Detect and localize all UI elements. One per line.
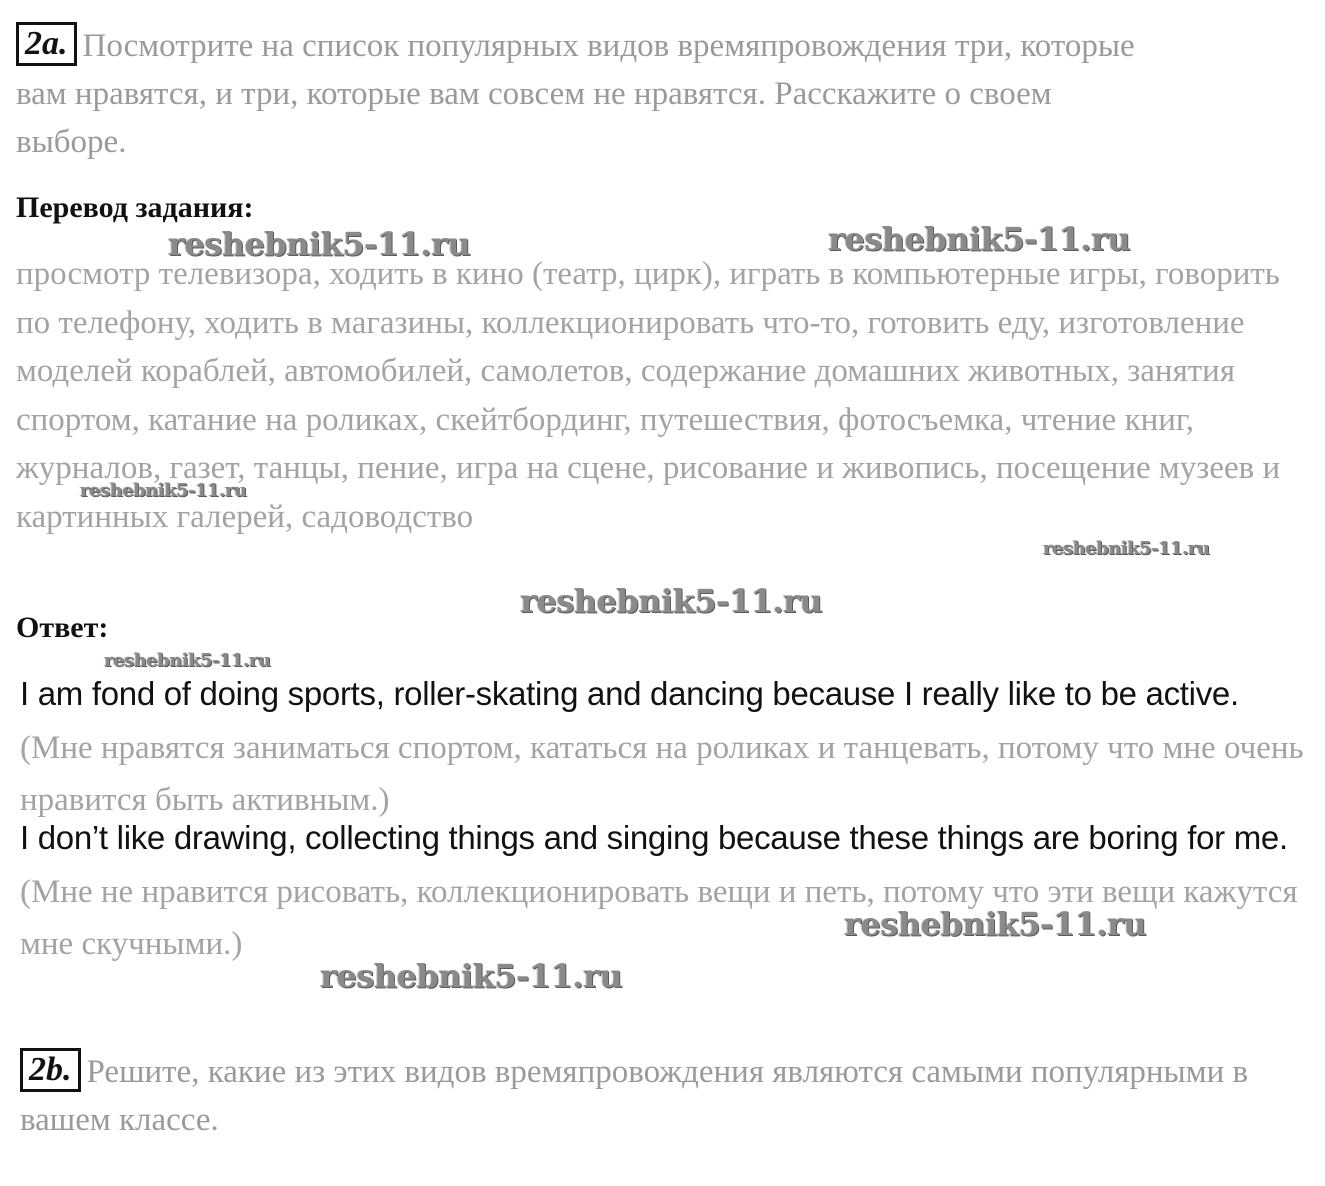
task-2b xyxy=(20,1048,1250,1144)
watermark: reshebnik5-11.ru xyxy=(104,650,271,671)
answer-2-english: I don’t like drawing, collecting things and singing because these things are boring for me. xyxy=(20,819,1288,856)
answer-1-english: I am fond of doing sports, roller-skating and dancing because I really like to be active. xyxy=(20,675,1239,712)
answer-1-russian: (Мне нравятся заниматься спортом, кататься на роликах и танцевать, потому что мне очень нравится быть активным.) xyxy=(20,729,1304,818)
task-2a xyxy=(16,22,1136,166)
answer-title: Ответ: xyxy=(16,611,109,644)
watermark: reshebnik5-11.ru xyxy=(828,220,1131,258)
answer-paragraph-2 xyxy=(20,814,1305,974)
task-2a-text: Посмотрите на список популярных видов времяпровождения три, которые вам нравятся, и три, которые вам совсем не нравятся. Расскажите о своем выборе. xyxy=(16,28,1135,160)
watermark: reshebnik5-11.ru xyxy=(844,905,1147,943)
watermark: reshebnik5-11.ru xyxy=(80,480,247,501)
task-2b-label: 2b. xyxy=(20,1048,81,1092)
translation-text: просмотр телевизора, ходить в кино (театр, цирк), играть в компьютерные игры, говорить по телефону, ходить в магазины, коллекционировать что-то, готовить еду, изготовление моделей кораблей, автомобилей, самолетов, содержание домашних животных, занятия спортом, катание на роликах, скейтбординг, путешествия, фотосъемка, чтение книг, журналов, газет, танцы, пение, игра на сцене, рисование и живопись, посещение музеев и картинных галерей, садоводство xyxy=(16,256,1281,535)
task-2a-label: 2a. xyxy=(16,22,77,66)
answer-2-russian: (Мне не нравится рисовать, коллекционировать вещи и петь, потому что эти вещи кажутся мне скучными.) xyxy=(20,873,1298,962)
translation-title: Перевод задания: xyxy=(16,191,254,224)
task-2b-text: Решите, какие из этих видов времяпровождения являются самыми популярными в вашем классе. xyxy=(20,1054,1249,1138)
watermark: reshebnik5-11.ru xyxy=(168,225,471,263)
answer-paragraph-1 xyxy=(20,670,1305,830)
watermark: reshebnik5-11.ru xyxy=(320,957,623,995)
watermark: reshebnik5-11.ru xyxy=(520,582,823,620)
watermark: reshebnik5-11.ru xyxy=(1043,538,1210,559)
